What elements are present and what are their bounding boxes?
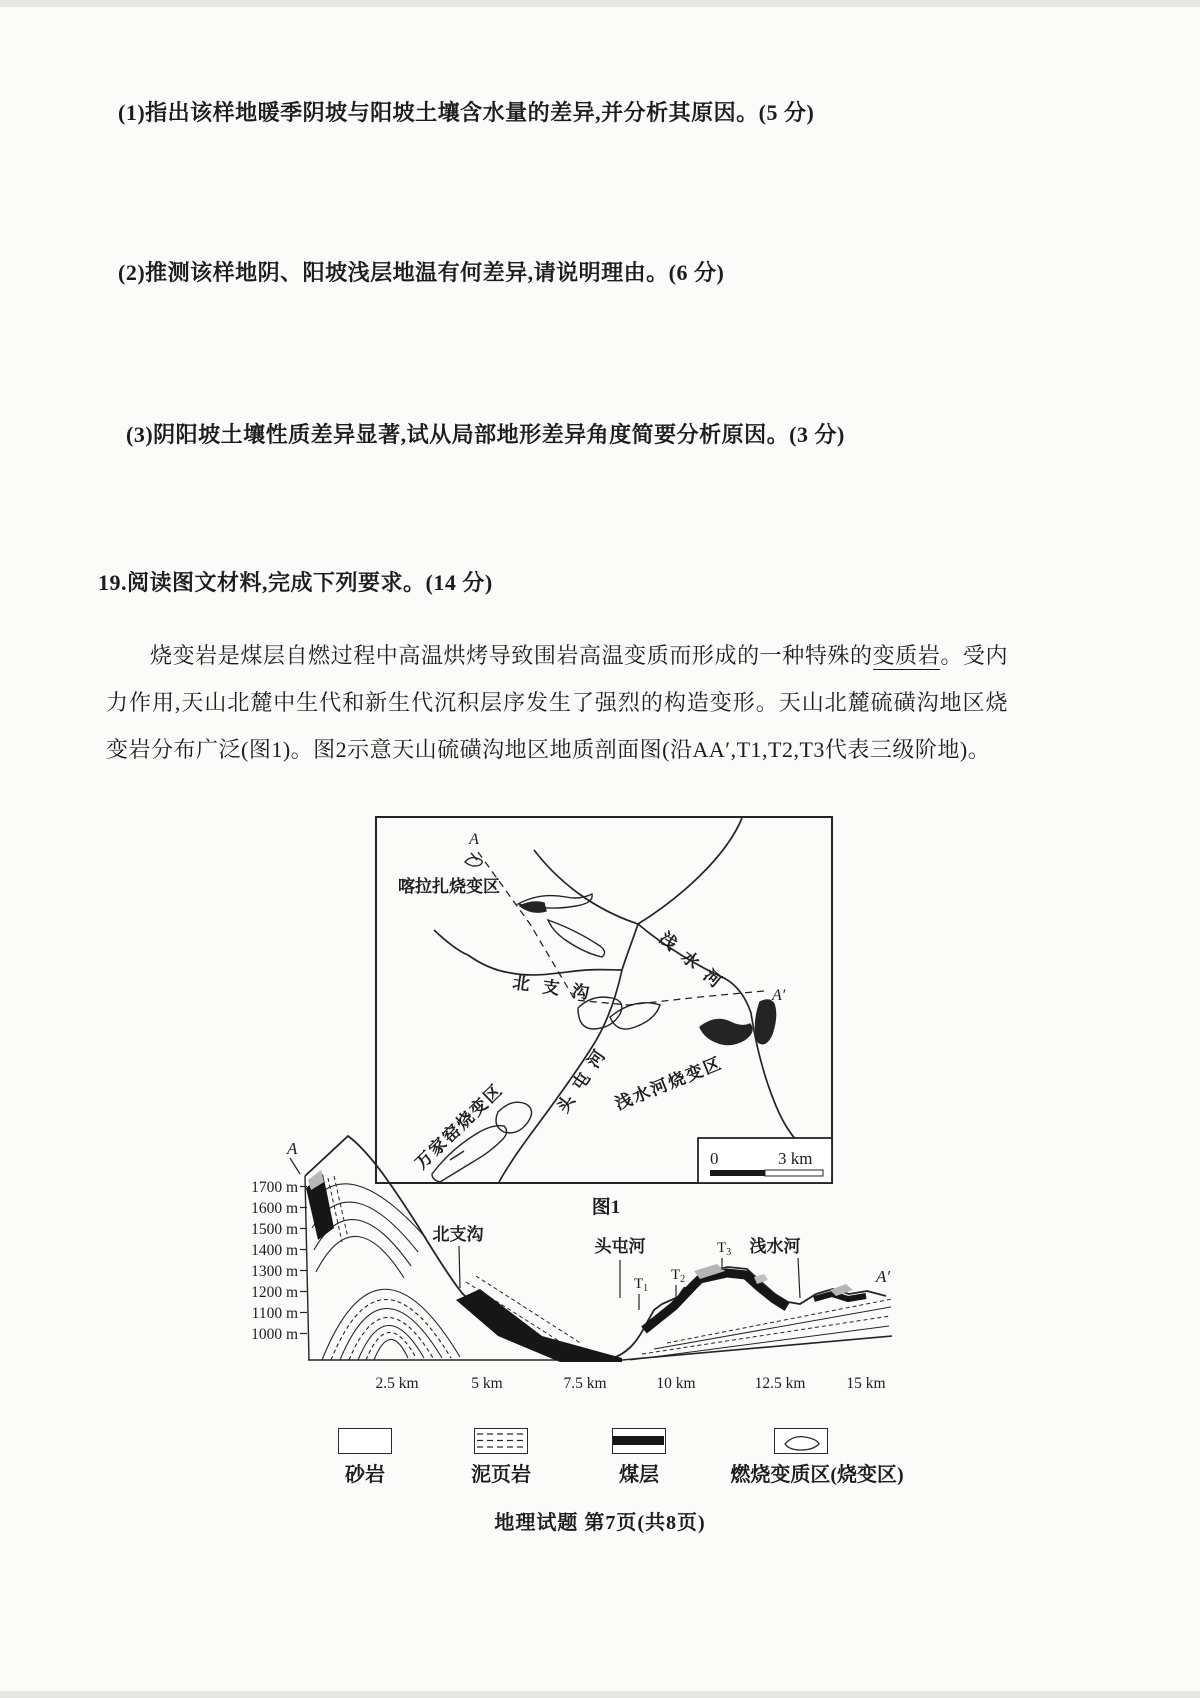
legend-swatch-mudshale — [474, 1428, 528, 1454]
question-19-header: 19.阅读图文材料,完成下列要求。(14 分) — [98, 570, 493, 595]
qianshuihe-blob-dark-2 — [755, 1000, 775, 1044]
legend-label-coal: 煤层 — [619, 1464, 659, 1486]
elev-1200: 1200 m — [251, 1284, 298, 1301]
elev-1300: 1300 m — [251, 1263, 298, 1280]
wanjiayao-blob-2 — [496, 1102, 532, 1133]
legend-label-mudshale: 泥页岩 — [471, 1464, 531, 1486]
river-upper-right-branch — [638, 818, 742, 924]
elev-1500: 1500 m — [251, 1221, 298, 1238]
xsec-label-beizhigou: 北支沟 — [432, 1225, 484, 1244]
terrace-label-T1 — [634, 1276, 648, 1294]
passage-underlined-term: 变质岩 — [872, 643, 941, 668]
coal-pattern — [613, 1429, 664, 1452]
elev-1100: 1100 m — [251, 1305, 298, 1322]
burn-band-right-2 — [814, 1294, 866, 1299]
dist-5km: 5 km — [471, 1375, 503, 1392]
xsec-A-tick — [290, 1158, 300, 1174]
beizhigou-stream — [434, 930, 622, 975]
question-2: (2)推测该样地阴、阳坡浅层地温有何差异,请说明理由。(6 分) — [118, 260, 725, 285]
kalazha-blob-2 — [548, 920, 605, 957]
passage-segment-1: 烧变岩是煤层自燃过程中高温烘烤导致围岩高温变质而形成的一种特殊的 — [150, 643, 873, 668]
scale-distance: 3 km — [778, 1149, 813, 1168]
dist-7-5km: 7.5 km — [563, 1375, 607, 1392]
beizhigou-leader — [459, 1246, 460, 1288]
burn-pattern — [775, 1429, 826, 1452]
qianshuihe-blob-dark — [700, 1019, 752, 1044]
kalazha-marker-tick — [471, 853, 477, 860]
figure2-cross-section — [230, 1130, 910, 1410]
page-footer: 地理试题 第7页(共8页) — [494, 1512, 706, 1534]
scale-zero: 0 — [710, 1149, 719, 1168]
elev-1000: 1000 m — [251, 1326, 298, 1343]
dist-15km: 15 km — [846, 1375, 886, 1392]
scan-edge-bottom — [0, 1691, 1200, 1698]
figure1-caption: 图1 — [591, 1197, 621, 1218]
elev-1700: 1700 m — [251, 1179, 298, 1196]
map-label-qianshuihe-zone: 浅水河烧变区 — [612, 1053, 726, 1114]
scan-edge-top — [0, 0, 1200, 7]
legend-swatch-sandstone — [338, 1428, 392, 1454]
kalazha-blob-dark — [520, 902, 546, 912]
map-label-kalazha-zone: 喀拉扎烧变区 — [398, 877, 500, 896]
map-label-beizhigou: 北支沟 — [511, 973, 604, 1005]
map-label-toutunhe: 头屯河 — [553, 1038, 615, 1117]
map-label-qianshuihe: 浅水河 — [655, 928, 735, 999]
t1-main: T — [634, 1276, 644, 1292]
anticline-strata — [310, 1184, 460, 1360]
dist-2-5km: 2.5 km — [375, 1375, 419, 1392]
question-19-passage — [106, 632, 1008, 773]
qianshuihe-leader — [798, 1258, 800, 1298]
question-3: (3)阴阳坡土壤性质差异显著,试从局部地形差异角度简要分析原因。(3 分) — [126, 422, 845, 447]
elev-1400: 1400 m — [251, 1242, 298, 1259]
t2-sub: 2 — [680, 1274, 686, 1285]
qianshuihe-blob-2 — [610, 1003, 660, 1029]
dist-10km: 10 km — [656, 1375, 696, 1392]
map-label-A-prime: A′ — [772, 987, 786, 1004]
shale-lines-left-flank — [328, 1176, 348, 1242]
t1-sub: 1 — [643, 1283, 649, 1294]
mudshale-pattern — [475, 1429, 526, 1452]
map-label-wanjiayao-zone: 万家窑烧变区 — [411, 1080, 507, 1173]
terrace-label-T3 — [717, 1240, 731, 1258]
elevation-axis — [251, 1179, 298, 1343]
xsec-label-A-prime: A′ — [875, 1267, 891, 1286]
coal-seam-syncline — [456, 1289, 622, 1362]
distance-axis — [375, 1375, 885, 1392]
xsec-label-qianshuihe: 浅水河 — [749, 1237, 801, 1256]
legend-label-sandstone: 砂岩 — [345, 1464, 385, 1486]
question-1: (1)指出该样地暖季阴坡与阳坡土壤含水量的差异,并分析其原因。(5 分) — [118, 100, 815, 125]
legend-label-burn: 燃烧变质区(烧变区) — [730, 1464, 904, 1486]
kalazha-marker-blob — [465, 858, 482, 866]
xsec-label-toutunhe: 头屯河 — [594, 1237, 646, 1256]
legend-swatch-burn — [774, 1428, 828, 1454]
section-left-edge — [305, 1176, 309, 1360]
t3-sub: 3 — [726, 1247, 732, 1258]
map-label-A: A — [469, 831, 479, 848]
dist-12-5km: 12.5 km — [754, 1375, 806, 1392]
t3-main: T — [717, 1240, 727, 1256]
river-upper-left-branch — [534, 850, 638, 924]
burn-band-right — [644, 1273, 787, 1330]
t2-main: T — [671, 1267, 681, 1283]
xsec-label-A: A — [287, 1139, 298, 1158]
passage-segment-2: 。受内力作用,天山北麓中生代和新生代沉积层序发生了强烈的构造变形。天山北麓硫磺沟地区烧变岩分布广泛(图1)。图2示意天山硫磺沟地区地质剖面图(沿AA′,T1,T2,T3代表三级阶地)。 — [106, 643, 1008, 762]
terrace-label-T2 — [671, 1267, 685, 1285]
legend-swatch-coal — [612, 1428, 666, 1454]
elev-1600: 1600 m — [251, 1200, 298, 1217]
